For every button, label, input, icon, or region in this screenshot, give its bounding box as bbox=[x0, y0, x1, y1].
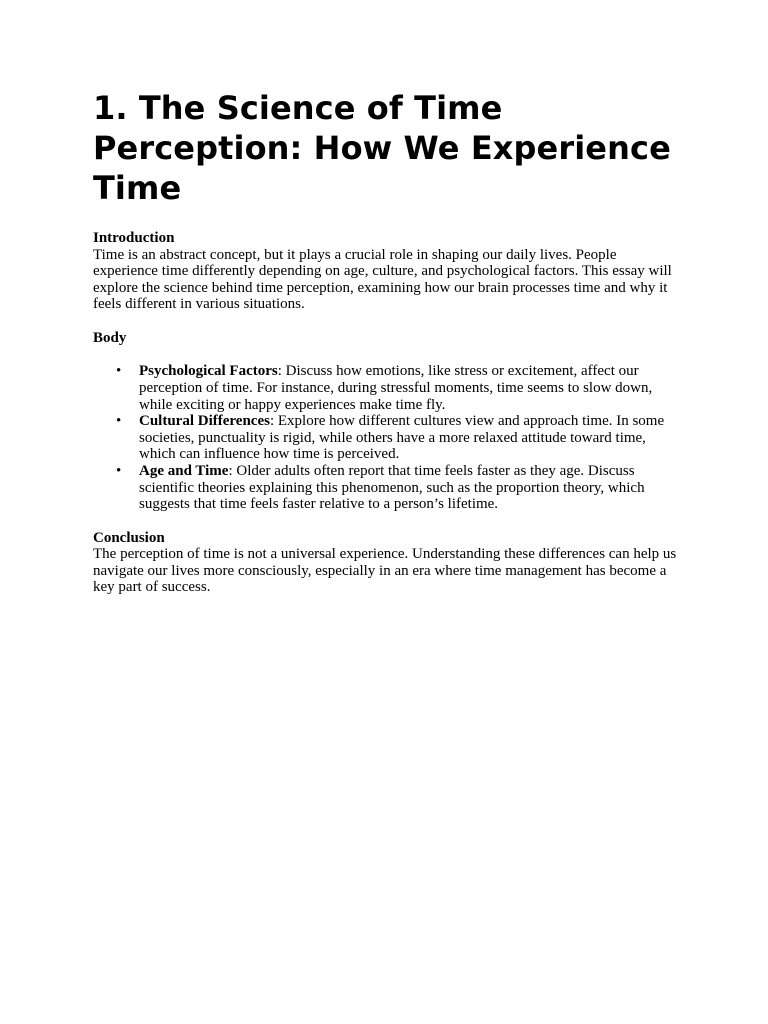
introduction-paragraph: Time is an abstract concept, but it plays a crucial role in shaping our daily lives. People experience time differently depending on age, culture, and psychological factors. This essay will explore the science behind time perception, examining how our brain processes time and why it feels different in various situations. bbox=[93, 246, 672, 313]
list-item-text: : Explore how different cultures view and approach time. In some societies, punctuality is rigid, while others have a more relaxed attitude toward time, which can influence how time is perceived. bbox=[139, 413, 665, 463]
spacer bbox=[93, 313, 678, 330]
list-item-term: Cultural Differences bbox=[139, 413, 270, 430]
body-bullet-list bbox=[93, 363, 678, 512]
list-item bbox=[93, 463, 678, 513]
list-item-text: : Discuss how emotions, like stress or excitement, affect our perception of time. For instance, during stressful moments, time seems to slow down, while exciting or happy experiences make time fly. bbox=[139, 363, 653, 413]
introduction-heading: Introduction bbox=[93, 230, 175, 246]
list-item bbox=[93, 363, 678, 413]
list-item-text: : Older adults often report that time feels faster as they age. Discuss scientific theories explaining this phenomenon, such as the proportion theory, which suggests that time feels faster relative to a person’s lifetime. bbox=[139, 462, 645, 513]
list-item-term: Age and Time bbox=[139, 462, 229, 479]
spacer bbox=[93, 346, 678, 363]
bullet-icon: • bbox=[116, 363, 122, 380]
bullet-icon: • bbox=[116, 462, 122, 479]
conclusion-section bbox=[93, 530, 678, 596]
document-page bbox=[93, 88, 678, 596]
spacer bbox=[93, 513, 678, 530]
body-heading: Body bbox=[93, 329, 127, 346]
bullet-icon: • bbox=[116, 413, 122, 430]
introduction-section bbox=[93, 230, 678, 313]
list-item-term: Psychological Factors bbox=[139, 363, 278, 380]
conclusion-paragraph: The perception of time is not a universal experience. Understanding these differences can help us navigate our lives more consciously, especially in an era where time management has become a key part of success. bbox=[93, 546, 677, 596]
conclusion-heading: Conclusion bbox=[93, 529, 165, 546]
page-title: 1. The Science of Time Perception: How We Experience Time bbox=[93, 89, 671, 207]
list-item bbox=[93, 413, 678, 463]
body-section bbox=[93, 330, 678, 513]
